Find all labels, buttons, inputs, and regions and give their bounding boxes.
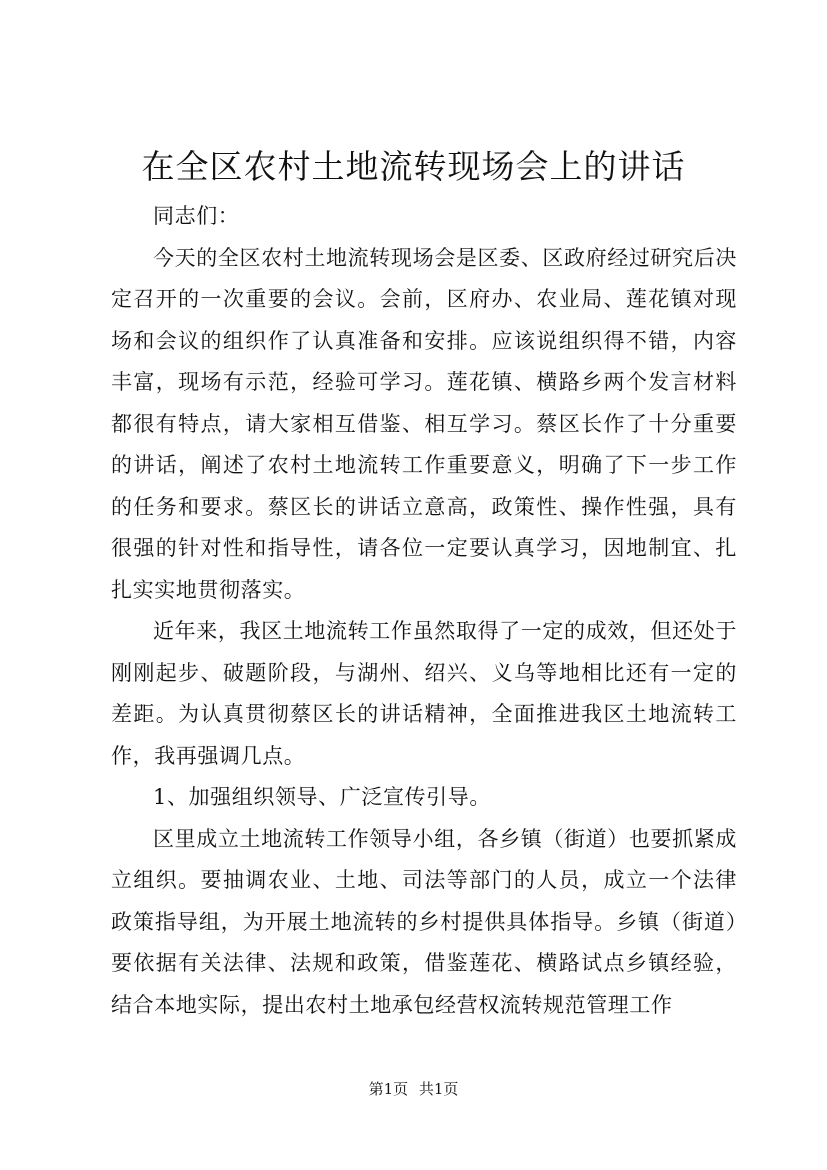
- document-body: [111, 196, 737, 1026]
- paragraph-progress: 近年来，我区土地流转工作虽然取得了一定的成效，但还处于刚刚起步、破题阶段，与湖州、绍兴、义乌等地相比还有一定的差距。为认真贯彻蔡区长的讲话精神，全面推进我区土地流转工作，我再强调几点。: [111, 619, 737, 768]
- document-title: 在全区农村土地流转现场会上的讲话: [141, 147, 686, 186]
- page-number: 第1页: [368, 1080, 409, 1098]
- page-total: 共1页: [418, 1080, 459, 1098]
- paragraph-opening: 今天的全区农村土地流转现场会是区委、区政府经过研究后决定召开的一次重要的会议。会前，区府办、农业局、莲花镇对现场和会议的组织作了认真准备和安排。应该说组织得不错，内容丰富，现场有示范，经验可学习。莲花镇、横路乡两个发言材料都很有特点，请大家相互借鉴、相互学习。蔡区长作了十分重要的讲话，阐述了农村土地流转工作重要意义，明确了下一步工作的任务和要求。蔡区长的讲话立意高，政策性、操作性强，具有很强的针对性和指导性，请各位一定要认真学习，因地制宜、扎扎实实地贯彻落实。: [111, 245, 737, 602]
- paragraph-greeting: 同志们：: [153, 204, 240, 228]
- paragraph-point-heading: 1、加强组织领导、广泛宣传引导。: [153, 785, 491, 809]
- page-footer: [0, 1079, 827, 1099]
- paragraph-point-body: 区里成立土地流转工作领导小组，各乡镇（街道）也要抓紧成立组织。要抽调农业、土地、司法等部门的人员，成立一个法律政策指导组，为开展土地流转的乡村提供具体指导。乡镇（街道）要依据有关法律、法规和政策，借鉴莲花、横路试点乡镇经验，结合本地实际，提出农村土地承包经营权流转规范管理工作: [111, 826, 737, 1017]
